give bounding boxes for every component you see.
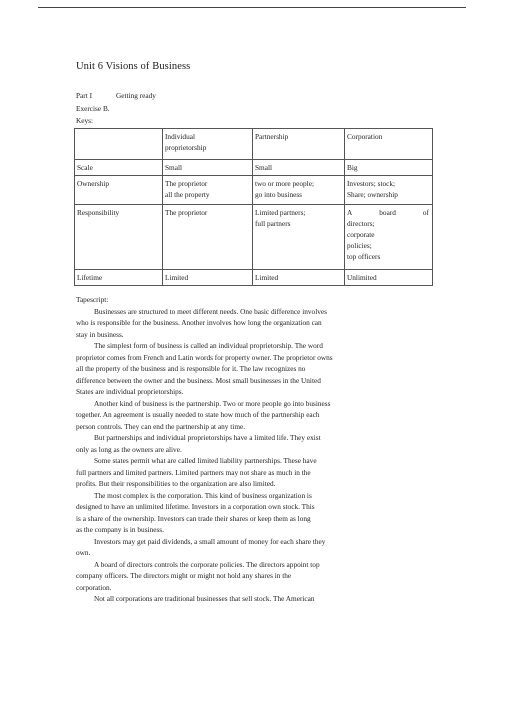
text-line: Some states permit what are called limited liability partnerships. These have bbox=[94, 456, 317, 465]
table-header-row bbox=[75, 129, 433, 160]
text-line: company officers. The directors might or might not hold any shares in the bbox=[76, 571, 292, 580]
text-line: only as long as the owners are alive. bbox=[76, 444, 182, 454]
text-line: designed to have an unlimited lifetime. Investors in a corporation own stock. This bbox=[76, 502, 315, 511]
table-cell: Big bbox=[345, 160, 433, 176]
table-row bbox=[75, 205, 433, 270]
table-cell: two or more people; go into business bbox=[253, 176, 345, 205]
part-title: Getting ready bbox=[116, 91, 156, 100]
header-rule bbox=[38, 7, 466, 8]
text-line: A board of directors controls the corporate policies. The directors appoint top bbox=[94, 559, 320, 569]
table-cell: Limited bbox=[163, 270, 253, 286]
text-line: corporation. bbox=[76, 582, 112, 592]
text-line: profits. But their responsibilities to the organization are also limited. bbox=[76, 479, 276, 488]
text-line: Businesses are structured to meet different needs. One basic difference involves bbox=[94, 306, 327, 316]
text-line: Investors may get paid dividends, a small amount of money for each share they bbox=[94, 536, 326, 546]
table-cell: The proprietor bbox=[163, 205, 253, 270]
table-header-cell: Corporation bbox=[345, 129, 433, 160]
text-line: Another kind of business is the partnership. Two or more people go into business bbox=[94, 398, 331, 408]
part-heading bbox=[76, 91, 156, 100]
table-corner-cell bbox=[75, 129, 163, 160]
text-line: is a share of the ownership. Investors can trade their shares or keep them as long bbox=[76, 513, 311, 523]
table-header-cell: Partnership bbox=[253, 129, 345, 160]
table-cell: Unlimited bbox=[345, 270, 433, 286]
table-cell: Small bbox=[253, 160, 345, 176]
text-line: States are individual proprietorships. bbox=[76, 387, 184, 396]
tapescript-heading: Tapescript: bbox=[76, 295, 109, 304]
exercise-label: Exercise B. bbox=[76, 104, 110, 113]
table-row bbox=[75, 176, 433, 205]
text-line: Not all corporations are traditional businesses that sell stock. The American bbox=[94, 594, 315, 603]
text-line: proprietor comes from French and Latin words for property owner. The proprietor owns bbox=[76, 352, 333, 362]
text-line: But partnerships and individual proprietorships have a limited life. They exist bbox=[94, 433, 321, 442]
text-line: full partners and limited partners. Limited partners may not share as much in the bbox=[76, 467, 311, 477]
text-line: all the property of the business and is responsible for it. The law recognizes no bbox=[76, 364, 306, 373]
text-line: who is responsible for the business. Another involves how long the organization can bbox=[76, 318, 322, 327]
business-types-table bbox=[74, 128, 433, 286]
keys-label: Keys: bbox=[76, 116, 94, 125]
table-header-cell: Individual proprietorship bbox=[163, 129, 253, 160]
table-cell: A board of directors; corporate policies; top officers bbox=[345, 205, 433, 270]
table-cell: Limited partners; full partners bbox=[253, 205, 345, 270]
table-row bbox=[75, 270, 433, 286]
justified-line: A board of bbox=[347, 208, 429, 217]
row-label: Responsibility bbox=[75, 205, 163, 270]
text-line: as the company is in business. bbox=[76, 525, 164, 534]
tapescript bbox=[76, 294, 428, 605]
text-line: The simplest form of business is called an individual proprietorship. The word bbox=[94, 341, 323, 350]
row-label: Lifetime bbox=[75, 270, 163, 286]
row-label: Scale bbox=[75, 160, 163, 176]
text-line: own. bbox=[76, 548, 91, 557]
row-label: Ownership bbox=[75, 176, 163, 205]
text-line: together. An agreement is usually needed to state how much of the partnership each bbox=[76, 410, 320, 419]
table-row bbox=[75, 160, 433, 176]
text-line: stay in business. bbox=[76, 329, 124, 339]
text-line: person controls. They can end the partnership at any time. bbox=[76, 421, 246, 431]
text-line: difference between the owner and the business. Most small businesses in the United bbox=[76, 375, 321, 385]
page-title: Unit 6 Visions of Business bbox=[76, 61, 191, 72]
table-cell: Small bbox=[163, 160, 253, 176]
table-cell: Investors; stock; Share; ownership bbox=[345, 176, 433, 205]
text-line: The most complex is the corporation. This kind of business organization is bbox=[94, 490, 312, 500]
table-cell: The proprietor all the property bbox=[163, 176, 253, 205]
part-label: Part I bbox=[76, 91, 93, 100]
table-cell: Limited bbox=[253, 270, 345, 286]
